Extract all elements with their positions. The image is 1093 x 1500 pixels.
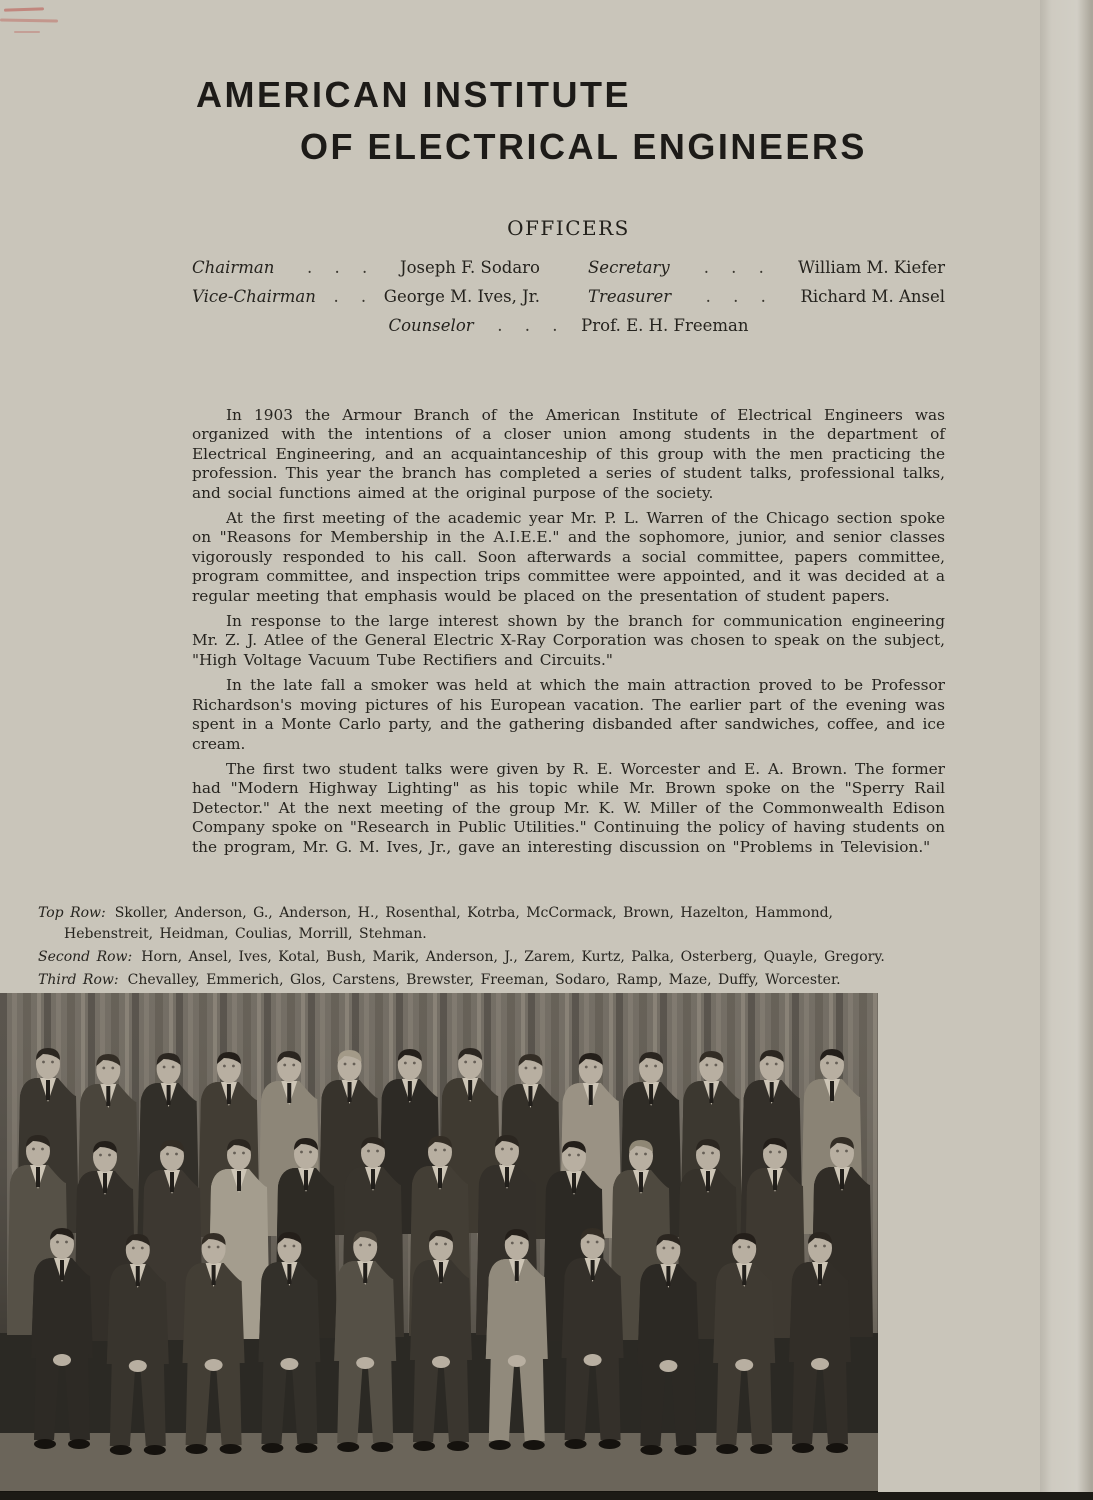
caption-names: Skoller, Anderson, G., Anderson, H., Rosenthal, Kotrba, McCormack, Brown, Hazelton, Hammond, Hebenstreit, Heidman, Coulias, Morrill, Stehman.	[64, 905, 834, 942]
caption-label: Top Row:	[38, 905, 106, 921]
officer-role: Counselor	[388, 316, 474, 335]
officer-role: Chairman	[192, 258, 275, 277]
paragraph-5: The first two student talks were given by R. E. Worcester and E. A. Brown. The former had "Modern Highway Lighting" as his topic while Mr. Brown spoke on the "Sperry Rail Detector." At the next meeting of the group Mr. K. W. Miller of the Commonwealth Edison Company spoke on "Research in Public Utilities." Continuing the policy of having students on the program, Mr. G. M. Ives, Jr., gave an interesting discussion on "Problems in Television."	[192, 759, 945, 856]
group-photo	[0, 993, 878, 1500]
dot-leader: . . .	[497, 316, 558, 335]
officer-name: William M. Kiefer	[797, 258, 945, 277]
officer-chairman	[192, 258, 540, 277]
photo-caption	[38, 903, 886, 993]
article-body	[192, 406, 945, 863]
officer-name: George M. Ives, Jr.	[383, 287, 540, 306]
officer-name: Richard M. Ansel	[800, 287, 945, 306]
scan-red-mark	[0, 18, 58, 22]
paragraph-2: At the first meeting of the academic year Mr. P. L. Warren of the Chicago section spoke on "Reasons for Membership in the A.I.E.E." and the sophomore, junior, and senior classes vigorously responded to his call. Soon afterwards a social committee, papers committee, program committee, and inspection trips committee were appointed, and it was decided at a regular meeting that emphasis would be placed on the presentation of student papers.	[192, 509, 945, 605]
caption-names: Horn, Ansel, Ives, Kotal, Bush, Marik, Anderson, J., Zarem, Kurtz, Palka, Osterberg, Quayle, Gregory.	[141, 949, 885, 965]
paragraph-3: In response to the large interest shown by the branch for communication engineering Mr. Z. J. Atlee of the General Electric X-Ray Corporation was chosen to speak on the subject, "High Voltage Vacuum Tube Rectifiers and Circuits."	[192, 612, 945, 669]
floor	[0, 1433, 878, 1500]
dot-leader: . . .	[705, 287, 766, 306]
dot-leader: . . .	[703, 258, 764, 277]
officer-role: Treasurer	[588, 287, 672, 306]
title-line-1: AMERICAN INSTITUTE	[196, 74, 631, 115]
officers-heading: OFFICERS	[507, 216, 630, 240]
caption-names: Chevalley, Emmerich, Glos, Carstens, Brewster, Freeman, Sodaro, Ramp, Maze, Duffy, Worcester.	[127, 972, 841, 988]
caption-label: Third Row:	[38, 972, 119, 988]
caption-top-row	[38, 903, 886, 945]
officer-name: Joseph F. Sodaro	[399, 258, 540, 277]
group-photo-illustration	[0, 993, 878, 1500]
officer-treasurer	[588, 287, 945, 306]
page-edge	[1040, 0, 1093, 1500]
officers-list	[192, 258, 945, 335]
caption-second-row	[38, 947, 886, 968]
officer-counselor-line	[389, 316, 749, 335]
caption-third-row	[38, 970, 886, 991]
title-line-2: OF ELECTRICAL ENGINEERS	[300, 126, 867, 167]
paragraph-4: In the late fall a smoker was held at which the main attraction proved to be Professor Richardson's moving pictures of his European vacation. The earlier part of the evening was spent in a Monte Carlo party, and the gathering disbanded after sandwiches, coffee, and ice cream.	[192, 676, 945, 753]
officer-role: Secretary	[588, 258, 670, 277]
dot-leader: . . .	[307, 258, 368, 277]
officer-name: Prof. E. H. Freeman	[581, 316, 749, 335]
caption-label: Second Row:	[38, 949, 133, 965]
officer-role: Vice-Chairman	[192, 287, 316, 306]
scan-red-mark	[4, 7, 44, 11]
scan-red-mark	[14, 31, 40, 33]
officer-secretary	[588, 258, 945, 277]
paragraph-1: In 1903 the Armour Branch of the American Institute of Electrical Engineers was organized with the intentions of a closer union among students in the department of Electrical Engineering, and an acquaintanceship of this group with the men practicing the profession. This year the branch has completed a series of student talks, professional talks, and social functions aimed at the original purpose of the society.	[192, 406, 945, 502]
officer-vice-chairman	[192, 287, 540, 306]
scan-bottom-strip	[0, 1492, 1093, 1500]
officer-counselor	[192, 316, 945, 335]
dot-leader: . .	[333, 287, 367, 306]
